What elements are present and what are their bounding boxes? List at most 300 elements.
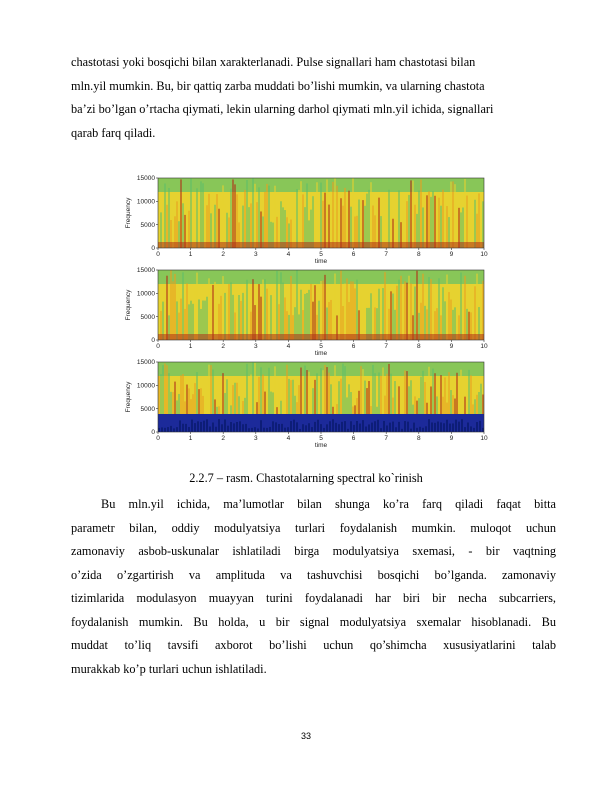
spectral-stripe bbox=[428, 277, 430, 340]
y-tick-label: 0 bbox=[151, 245, 155, 253]
spectral-stripe bbox=[242, 293, 244, 340]
spectral-stripe bbox=[202, 183, 204, 248]
noise-stripe bbox=[419, 427, 421, 432]
spectral-stripe bbox=[358, 199, 360, 248]
spectral-stripe bbox=[214, 282, 216, 340]
noise-stripe bbox=[308, 423, 310, 432]
spectral-stripe bbox=[446, 206, 448, 248]
spectral-stripe bbox=[440, 206, 442, 248]
spectral-stripe bbox=[390, 198, 392, 248]
x-tick-label: 4 bbox=[286, 435, 291, 442]
spectral-stripe bbox=[314, 206, 316, 248]
low-frequency-band bbox=[158, 334, 484, 340]
noise-stripe bbox=[443, 423, 445, 432]
noise-stripe bbox=[332, 419, 334, 432]
spectral-stripe bbox=[208, 194, 210, 248]
noise-stripe bbox=[341, 422, 343, 432]
spectral-stripe bbox=[194, 291, 196, 340]
spectral-stripe bbox=[416, 271, 418, 340]
x-tick-label: 0 bbox=[156, 435, 160, 442]
spectral-stripe bbox=[390, 291, 392, 340]
x-tick-label: 6 bbox=[351, 435, 356, 442]
y-tick-label: 15000 bbox=[136, 359, 155, 367]
spectral-stripe bbox=[170, 270, 172, 340]
spectral-stripe bbox=[258, 284, 260, 340]
spectral-stripe bbox=[410, 180, 412, 248]
spectral-stripe bbox=[480, 297, 482, 340]
spectral-stripe bbox=[298, 190, 300, 248]
text-line: qarab farq qiladi. bbox=[71, 125, 156, 140]
spectral-stripe bbox=[248, 284, 250, 340]
spectral-stripe bbox=[450, 300, 452, 340]
noise-stripe bbox=[257, 428, 259, 432]
text-line: muddat to’liq tavsifi axborot bo’lishi uchun qo’shimcha xususiyatlarini talab bbox=[71, 638, 556, 652]
intro-paragraph bbox=[71, 51, 556, 145]
noise-stripe bbox=[329, 421, 331, 432]
spectral-stripe bbox=[268, 287, 270, 340]
noise-stripe bbox=[173, 428, 175, 432]
noise-stripe bbox=[386, 425, 388, 432]
noise-stripe bbox=[194, 423, 196, 432]
noise-stripe bbox=[326, 424, 328, 432]
spectral-stripe bbox=[180, 299, 182, 340]
spectral-stripe bbox=[182, 272, 184, 340]
text-line: Bu mln.yil ichida, ma’lumotlar bilan shunga ko’ra farq qiladi faqat bitta bbox=[101, 497, 556, 511]
spectral-stripe bbox=[364, 206, 366, 248]
spectral-stripe bbox=[326, 179, 328, 248]
spectral-stripe bbox=[302, 194, 304, 248]
y-tick-label: 15000 bbox=[136, 267, 155, 275]
spectral-stripe bbox=[176, 201, 178, 248]
noise-stripe bbox=[365, 427, 367, 432]
spectral-stripe bbox=[166, 205, 168, 248]
spectral-stripe bbox=[258, 187, 260, 248]
spectral-stripe bbox=[380, 292, 382, 340]
spectral-stripe bbox=[340, 198, 342, 248]
noise-stripe bbox=[389, 423, 391, 432]
noise-stripe bbox=[392, 422, 394, 432]
y-axis-label: Frequency bbox=[125, 381, 132, 413]
spectral-stripe bbox=[212, 285, 214, 340]
noise-stripe bbox=[455, 420, 457, 432]
spectral-stripe bbox=[398, 190, 400, 248]
x-tick-label: 2 bbox=[221, 435, 226, 442]
noise-stripe bbox=[248, 428, 250, 432]
spectral-stripe bbox=[360, 295, 362, 340]
text-line: parametr bilan, oddiy modulyatsiya turlari foydalanish mumkin. muloqot uchun bbox=[71, 520, 556, 535]
x-axis-label: time bbox=[314, 350, 328, 357]
noise-stripe bbox=[167, 427, 169, 432]
spectral-stripe bbox=[252, 279, 254, 340]
text-line: tizimlarida modulasyon muayyan turini foydalanadi har biri bir necha subcarriers, bbox=[71, 591, 556, 605]
noise-stripe bbox=[170, 426, 172, 432]
spectral-stripe bbox=[478, 193, 480, 248]
x-tick-label: 3 bbox=[253, 343, 258, 350]
spectral-stripe bbox=[372, 206, 374, 248]
spectral-stripe bbox=[224, 204, 226, 248]
spectral-stripe bbox=[294, 205, 296, 248]
x-tick-label: 0 bbox=[156, 251, 160, 258]
noise-stripe bbox=[281, 424, 283, 432]
spectral-stripe bbox=[366, 194, 368, 248]
spectral-stripe bbox=[186, 283, 188, 340]
spectral-stripe bbox=[462, 297, 464, 340]
spectral-stripe bbox=[312, 196, 314, 248]
noise-stripe bbox=[164, 428, 166, 432]
noise-stripe bbox=[224, 420, 226, 432]
spectral-stripe bbox=[344, 188, 346, 248]
x-tick-label: 3 bbox=[253, 435, 258, 442]
x-tick-label: 9 bbox=[449, 435, 454, 442]
noise-stripe bbox=[428, 419, 430, 432]
noise-stripe bbox=[203, 421, 205, 432]
noise-stripe bbox=[284, 428, 286, 432]
noise-stripe bbox=[413, 423, 415, 432]
spectral-stripe bbox=[220, 296, 222, 340]
spectral-stripe bbox=[268, 186, 270, 248]
spectral-stripe bbox=[320, 183, 322, 248]
x-tick-label: 4 bbox=[286, 343, 291, 350]
noise-stripe bbox=[209, 427, 211, 432]
spectral-stripe bbox=[314, 285, 316, 340]
noise-stripe bbox=[470, 426, 472, 432]
y-tick-label: 10000 bbox=[136, 382, 155, 390]
noise-stripe bbox=[269, 427, 271, 432]
spectral-stripe bbox=[426, 195, 428, 248]
spectral-stripe bbox=[368, 190, 370, 248]
spectral-stripe bbox=[228, 284, 230, 340]
x-tick-label: 1 bbox=[188, 435, 193, 442]
spectral-stripe bbox=[400, 276, 402, 340]
spectral-stripe bbox=[256, 202, 258, 248]
noise-stripe bbox=[272, 421, 274, 432]
noise-stripe bbox=[182, 424, 184, 432]
noise-stripe bbox=[161, 427, 163, 432]
spectral-stripe bbox=[266, 289, 268, 340]
spectral-stripe bbox=[280, 272, 282, 340]
spectral-stripe bbox=[196, 188, 198, 248]
spectral-stripe bbox=[318, 204, 320, 248]
x-tick-label: 10 bbox=[480, 343, 488, 350]
text-line: murakkab ko’p turlari uchun ishlatiladi. bbox=[71, 661, 267, 676]
noise-stripe bbox=[383, 421, 385, 432]
spectral-stripe bbox=[348, 191, 350, 248]
spectral-stripe bbox=[216, 194, 218, 248]
spectral-stripe bbox=[432, 291, 434, 340]
noise-stripe bbox=[305, 425, 307, 432]
x-tick-label: 2 bbox=[221, 251, 226, 258]
spectral-stripe bbox=[214, 205, 216, 248]
spectral-stripe bbox=[378, 198, 380, 248]
noise-stripe bbox=[422, 428, 424, 432]
spectral-stripe bbox=[336, 186, 338, 248]
noise-stripe bbox=[293, 420, 295, 432]
text-line: zamonaviy asbob-uskunalar ishlatiladi birga modulyatsiya sxemasi, - bir vaqtning bbox=[71, 544, 556, 558]
text-line: mln.yil mumkin. Bu, bir qattiq zarba muddati bo’lishi mumkin, va ularning chastota bbox=[71, 78, 485, 93]
noise-stripe bbox=[371, 423, 373, 432]
noise-stripe bbox=[467, 423, 469, 432]
noise-stripe bbox=[350, 421, 352, 432]
y-axis-label: Frequency bbox=[125, 289, 132, 321]
spectral-stripe bbox=[442, 287, 444, 340]
spectral-stripe bbox=[206, 297, 208, 340]
noise-stripe bbox=[221, 424, 223, 432]
spectral-stripe bbox=[346, 278, 348, 340]
text-line: ba’zi bo’lgan o’rtacha qiymati, lekin ularning darhol qiymati mln.yil ichida, signallari bbox=[71, 102, 494, 116]
noise-stripe bbox=[197, 421, 199, 432]
spectral-stripe bbox=[232, 295, 234, 340]
spectral-stripe bbox=[322, 280, 324, 340]
spectral-stripe bbox=[224, 293, 226, 340]
spectral-stripe bbox=[444, 200, 446, 248]
spectral-stripe bbox=[210, 292, 212, 340]
spectral-stripe bbox=[446, 274, 448, 340]
noise-stripe bbox=[215, 427, 217, 432]
spectral-stripe bbox=[320, 281, 322, 340]
x-tick-label: 7 bbox=[384, 343, 389, 350]
spectral-stripe bbox=[408, 276, 410, 340]
y-axis-label: Frequency bbox=[125, 197, 132, 229]
spectral-stripe bbox=[448, 292, 450, 340]
spectral-stripe bbox=[260, 297, 262, 340]
spectral-stripe bbox=[290, 276, 292, 340]
spectral-stripe bbox=[384, 200, 386, 248]
spectral-stripe bbox=[466, 196, 468, 248]
text-line: foydalanish mumkin. Bu holda, u bir signal modulyatsiya sxemalar hisoblanadi. Bu bbox=[71, 614, 556, 629]
spectral-stripe bbox=[206, 205, 208, 248]
spectral-stripe bbox=[328, 205, 330, 248]
noise-stripe bbox=[251, 428, 253, 432]
spectral-stripe bbox=[432, 191, 434, 248]
body-paragraph bbox=[71, 493, 556, 681]
spectral-stripe bbox=[222, 276, 224, 340]
x-tick-label: 5 bbox=[319, 251, 323, 258]
spectral-stripe bbox=[296, 189, 298, 248]
spectral-stripe bbox=[270, 295, 272, 340]
spectral-stripe bbox=[334, 178, 336, 248]
spectral-stripe bbox=[340, 271, 342, 340]
noise-stripe bbox=[230, 422, 232, 432]
noise-stripe bbox=[296, 422, 298, 432]
noise-stripe bbox=[323, 428, 325, 432]
spectrogram-panel bbox=[125, 267, 488, 357]
spectral-stripe bbox=[300, 290, 302, 340]
noise-stripe bbox=[179, 420, 181, 432]
noise-stripe bbox=[431, 422, 433, 432]
x-tick-label: 1 bbox=[188, 343, 193, 350]
spectral-stripe bbox=[266, 184, 268, 248]
spectral-stripe bbox=[382, 288, 384, 340]
x-tick-label: 7 bbox=[384, 251, 389, 258]
noise-stripe bbox=[176, 427, 178, 432]
noise-stripe bbox=[191, 420, 193, 432]
spectral-stripe bbox=[344, 283, 346, 340]
spectral-stripe bbox=[356, 280, 358, 340]
y-tick-label: 5000 bbox=[140, 221, 155, 229]
spectral-stripe bbox=[162, 200, 164, 248]
noise-stripe bbox=[479, 421, 481, 432]
noise-stripe bbox=[314, 422, 316, 432]
noise-stripe bbox=[473, 428, 475, 432]
spectral-stripe bbox=[220, 201, 222, 248]
x-tick-label: 1 bbox=[188, 251, 193, 258]
x-tick-label: 10 bbox=[480, 251, 488, 258]
text-line: chastotasi yoki bosqichi bilan xarakterlanadi. Pulse signallari ham chastotasi bilan bbox=[71, 55, 476, 69]
noise-stripe bbox=[299, 429, 301, 432]
spectral-stripe bbox=[324, 275, 326, 340]
noise-stripe bbox=[395, 427, 397, 432]
noise-stripe bbox=[320, 424, 322, 432]
spectral-stripe bbox=[396, 286, 398, 340]
spectral-stripe bbox=[232, 179, 234, 248]
spectral-stripe bbox=[474, 200, 476, 248]
spectral-stripe bbox=[434, 196, 436, 248]
spectrogram-panel bbox=[125, 359, 488, 449]
spectral-stripe bbox=[430, 197, 432, 248]
y-tick-label: 10000 bbox=[136, 290, 155, 298]
noise-stripe bbox=[290, 421, 292, 432]
noise-stripe bbox=[227, 426, 229, 432]
noise-stripe bbox=[440, 422, 442, 432]
spectral-stripe bbox=[264, 279, 266, 340]
spectral-stripe bbox=[280, 201, 282, 248]
spectral-stripe bbox=[352, 282, 354, 340]
y-tick-label: 0 bbox=[151, 429, 155, 437]
y-tick-label: 5000 bbox=[140, 313, 155, 321]
spectral-stripe bbox=[284, 297, 286, 340]
spectral-stripe bbox=[250, 203, 252, 248]
noise-stripe bbox=[356, 421, 358, 432]
noise-stripe bbox=[347, 429, 349, 432]
spectral-stripe bbox=[254, 184, 256, 248]
spectral-stripe bbox=[182, 203, 184, 248]
noise-stripe bbox=[452, 423, 454, 432]
x-tick-label: 3 bbox=[253, 251, 258, 258]
noise-stripe bbox=[233, 423, 235, 432]
spectral-stripe bbox=[296, 270, 298, 340]
spectral-stripe bbox=[412, 180, 414, 248]
noise-stripe bbox=[407, 422, 409, 432]
noise-stripe bbox=[464, 427, 466, 432]
spectral-stripe bbox=[172, 281, 174, 340]
noise-stripe bbox=[416, 428, 418, 432]
noise-stripe bbox=[353, 425, 355, 432]
spectral-stripe bbox=[354, 288, 356, 340]
spectral-stripe bbox=[330, 300, 332, 340]
spectral-stripe bbox=[386, 293, 388, 340]
spectral-stripe bbox=[378, 289, 380, 340]
spectral-stripe bbox=[316, 182, 318, 248]
spectral-stripe bbox=[384, 272, 386, 340]
spectral-stripe bbox=[392, 294, 394, 340]
spectral-stripe bbox=[462, 207, 464, 248]
noise-stripe bbox=[278, 424, 280, 432]
spectral-stripe bbox=[208, 278, 210, 340]
noise-stripe bbox=[344, 421, 346, 432]
x-tick-label: 10 bbox=[480, 435, 488, 442]
spectral-stripe bbox=[458, 208, 460, 248]
noise-stripe bbox=[425, 426, 427, 432]
spectral-stripe bbox=[164, 184, 166, 248]
spectral-stripe bbox=[450, 182, 452, 248]
spectral-stripe bbox=[414, 287, 416, 340]
spectral-stripe bbox=[452, 181, 454, 248]
spectral-stripe bbox=[420, 180, 422, 248]
noise-stripe bbox=[434, 423, 436, 432]
figure-caption: 2.2.7 – rasm. Chastotalarning spectral ko`rinish bbox=[189, 471, 423, 485]
spectral-stripe bbox=[300, 181, 302, 248]
noise-stripe bbox=[206, 419, 208, 432]
noise-stripe bbox=[302, 424, 304, 432]
spectral-stripe bbox=[408, 195, 410, 248]
y-tick-label: 5000 bbox=[140, 405, 155, 413]
spectral-stripe bbox=[306, 183, 308, 248]
spectral-stripe bbox=[252, 178, 254, 248]
spectral-stripe bbox=[304, 294, 306, 340]
spectral-stripe bbox=[308, 290, 310, 340]
x-tick-label: 5 bbox=[319, 343, 323, 350]
spectral-stripe bbox=[246, 280, 248, 340]
spectral-stripe bbox=[166, 276, 168, 340]
spectral-stripe bbox=[240, 207, 242, 248]
spectral-stripe bbox=[262, 280, 264, 340]
noise-stripe bbox=[236, 422, 238, 432]
x-tick-label: 0 bbox=[156, 343, 160, 350]
noise-stripe bbox=[254, 427, 256, 432]
spectral-stripe bbox=[322, 201, 324, 248]
spectral-stripe bbox=[198, 208, 200, 248]
spectral-stripe bbox=[406, 283, 408, 340]
x-tick-label: 8 bbox=[416, 435, 421, 442]
noise-stripe bbox=[338, 424, 340, 432]
y-tick-label: 0 bbox=[151, 337, 155, 345]
spectral-stripe bbox=[306, 293, 308, 340]
spectral-stripe bbox=[324, 193, 326, 248]
spectral-stripe bbox=[454, 184, 456, 248]
spectral-stripe bbox=[464, 276, 466, 340]
noise-stripe bbox=[242, 424, 244, 432]
y-tick-label: 10000 bbox=[136, 198, 155, 206]
spectral-stripe bbox=[476, 274, 478, 340]
spectral-stripe bbox=[238, 295, 240, 340]
noise-stripe bbox=[368, 424, 370, 432]
noise-stripe bbox=[311, 427, 313, 432]
noise-stripe bbox=[218, 419, 220, 432]
noise-stripe bbox=[377, 420, 379, 432]
spectral-stripe bbox=[464, 179, 466, 248]
spectral-stripe bbox=[422, 274, 424, 340]
spectrogram-figure bbox=[118, 174, 490, 456]
spectral-stripe bbox=[376, 205, 378, 248]
spectral-stripe bbox=[276, 271, 278, 340]
noise-stripe bbox=[374, 421, 376, 432]
spectral-stripe bbox=[422, 207, 424, 248]
noise-stripe bbox=[437, 422, 439, 432]
page-number: 33 bbox=[300, 731, 311, 741]
spectral-stripe bbox=[404, 281, 406, 340]
x-tick-label: 6 bbox=[351, 251, 356, 258]
noise-stripe bbox=[410, 429, 412, 432]
x-tick-label: 9 bbox=[449, 343, 454, 350]
spectral-stripe bbox=[438, 278, 440, 340]
text-line: o’zida o’zgartirish va amplituda va tashuvchisi bosqichi bo’lganda. zamonaviy bbox=[71, 567, 556, 582]
noise-stripe bbox=[335, 423, 337, 432]
x-tick-label: 6 bbox=[351, 343, 356, 350]
x-tick-label: 8 bbox=[416, 343, 421, 350]
spectral-stripe bbox=[236, 194, 238, 248]
spectral-stripe bbox=[352, 178, 354, 248]
spectral-stripe bbox=[350, 281, 352, 340]
